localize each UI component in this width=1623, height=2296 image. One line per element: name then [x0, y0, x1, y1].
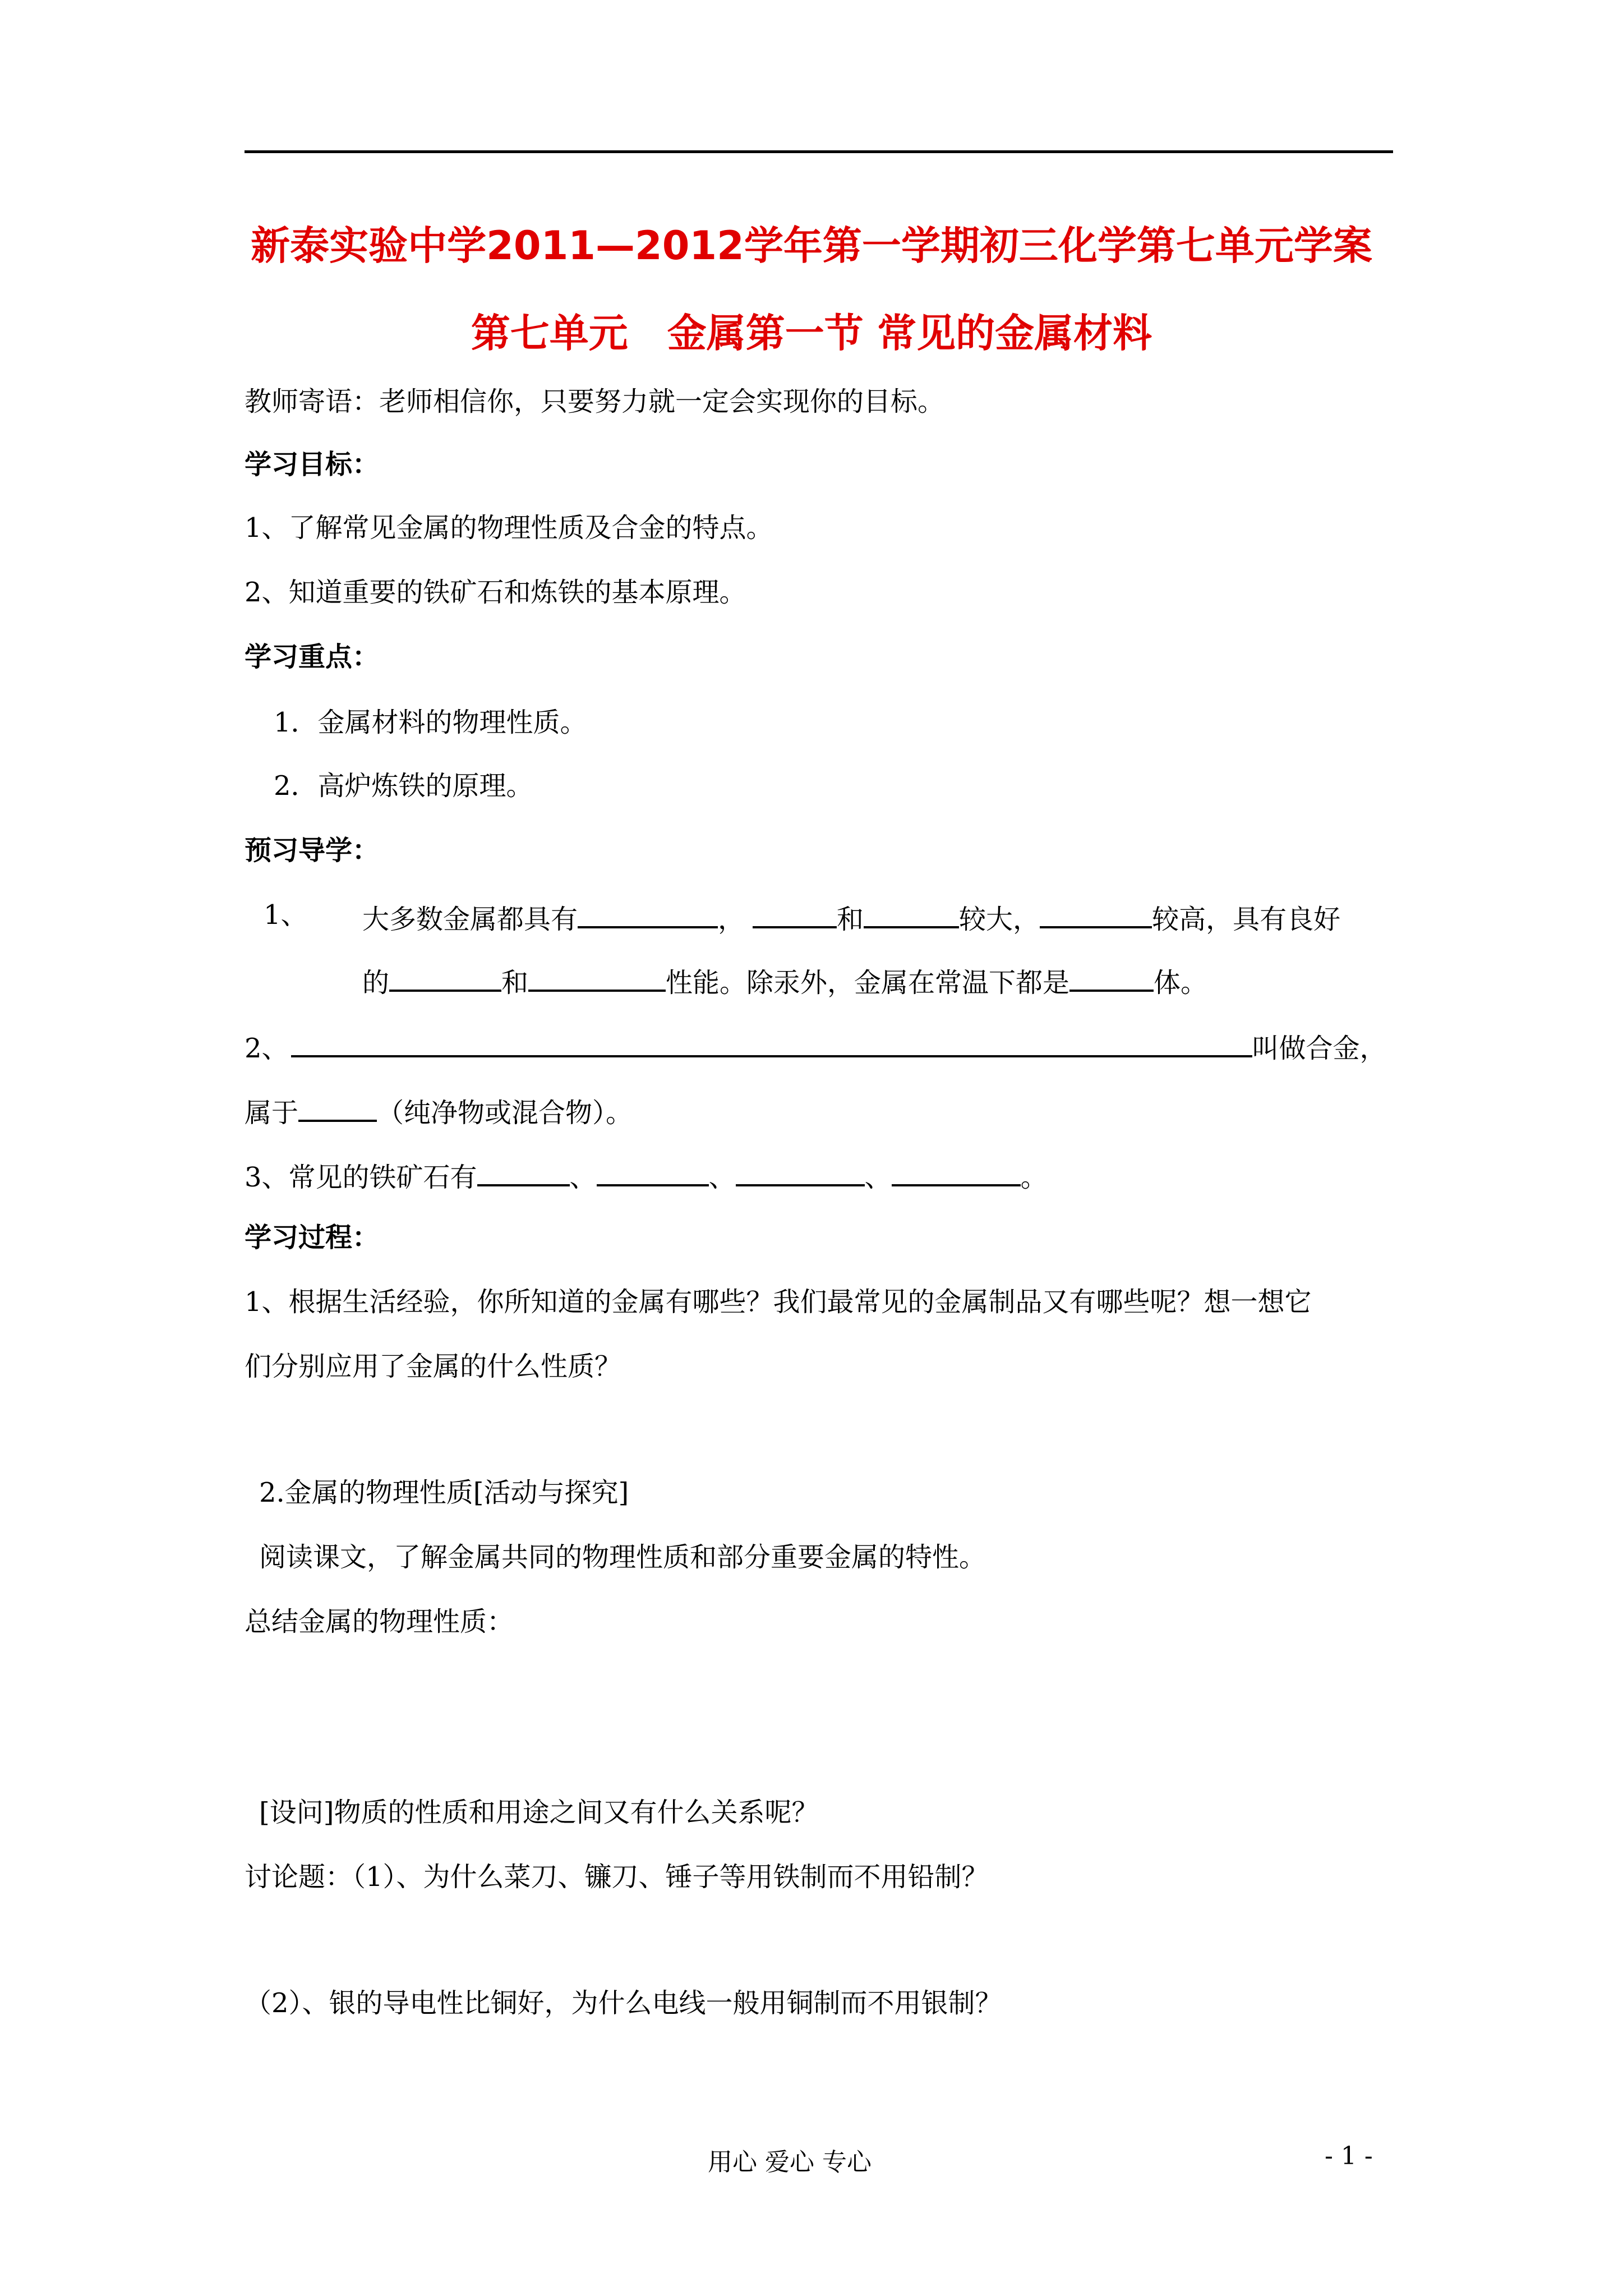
fill-blank[interactable] [1040, 900, 1152, 928]
fill-blank[interactable] [753, 900, 837, 928]
key-points-heading: 学习重点： [245, 641, 380, 673]
page-number: - 1 - [1325, 2142, 1373, 2170]
preview-heading: 预习导学： [245, 835, 380, 866]
process-p4: 总结金属的物理性质： [245, 1606, 514, 1637]
preview-q2-line2: 属于 （纯净物或混合物）。 [245, 1094, 633, 1128]
goal-item: 1、了解常见金属的物理性质及合金的特点。 [245, 512, 773, 544]
preview-q1-number: 1、 [264, 899, 308, 931]
preview-q1-line2: 的 和 性能。除汞外，金属在常温下都是 体。 [362, 964, 1207, 998]
fill-blank[interactable] [528, 964, 666, 992]
header-rule [245, 150, 1393, 153]
preview-q3: 3、常见的铁矿石有 、 、 、 。 [245, 1158, 1048, 1193]
fill-blank[interactable] [291, 1029, 1252, 1057]
title-line-2: 第七单元 金属第一节 常见的金属材料 [471, 310, 1152, 356]
teacher-message: 教师寄语：老师相信你，只要努力就一定会实现你的目标。 [245, 386, 945, 417]
preview-q2-line1: 2、 叫做合金， [245, 1029, 1387, 1064]
fill-blank[interactable] [892, 1158, 1021, 1186]
process-heading: 学习过程： [245, 1222, 380, 1253]
goals-heading: 学习目标： [245, 449, 380, 480]
process-p1-line2: 们分别应用了金属的什么性质？ [245, 1351, 622, 1382]
fill-blank[interactable] [864, 900, 959, 928]
fill-blank[interactable] [477, 1158, 570, 1186]
process-p1-line1: 1、根据生活经验，你所知道的金属有哪些？我们最常见的金属制品又有哪些呢？想一想它 [245, 1286, 1312, 1318]
footer-text: 用心 爱心 专心 [708, 2148, 872, 2177]
fill-blank[interactable] [578, 900, 718, 928]
preview-q1-line1: 大多数金属都具有 ， 和 较大， 较高，具有良好 [362, 900, 1340, 935]
fill-blank[interactable] [736, 1158, 865, 1186]
goal-item: 2、知道重要的铁矿石和炼铁的基本原理。 [245, 577, 746, 608]
fill-blank[interactable] [389, 964, 501, 992]
key-point-item: 2．高炉炼铁的原理。 [274, 770, 533, 802]
process-p3: 阅读课文，了解金属共同的物理性质和部分重要金属的特性。 [259, 1542, 986, 1573]
fill-blank[interactable] [1069, 964, 1154, 992]
fill-blank[interactable] [298, 1094, 377, 1122]
process-p2: 2.金属的物理性质[活动与探究] [259, 1477, 629, 1508]
key-point-item: 1．金属材料的物理性质。 [274, 707, 587, 738]
process-p6: 讨论题：（1）、为什么菜刀、镰刀、锤子等用铁制而不用铅制？ [245, 1861, 989, 1893]
process-p5: [设问]物质的性质和用途之间又有什么关系呢？ [259, 1797, 819, 1828]
process-p7: （2）、银的导电性比铜好，为什么电线一般用铜制而不用银制？ [245, 1987, 1002, 2019]
title-line-1: 新泰实验中学2011—2012学年第一学期初三化学第七单元学案 [251, 223, 1372, 269]
fill-blank[interactable] [597, 1158, 709, 1186]
